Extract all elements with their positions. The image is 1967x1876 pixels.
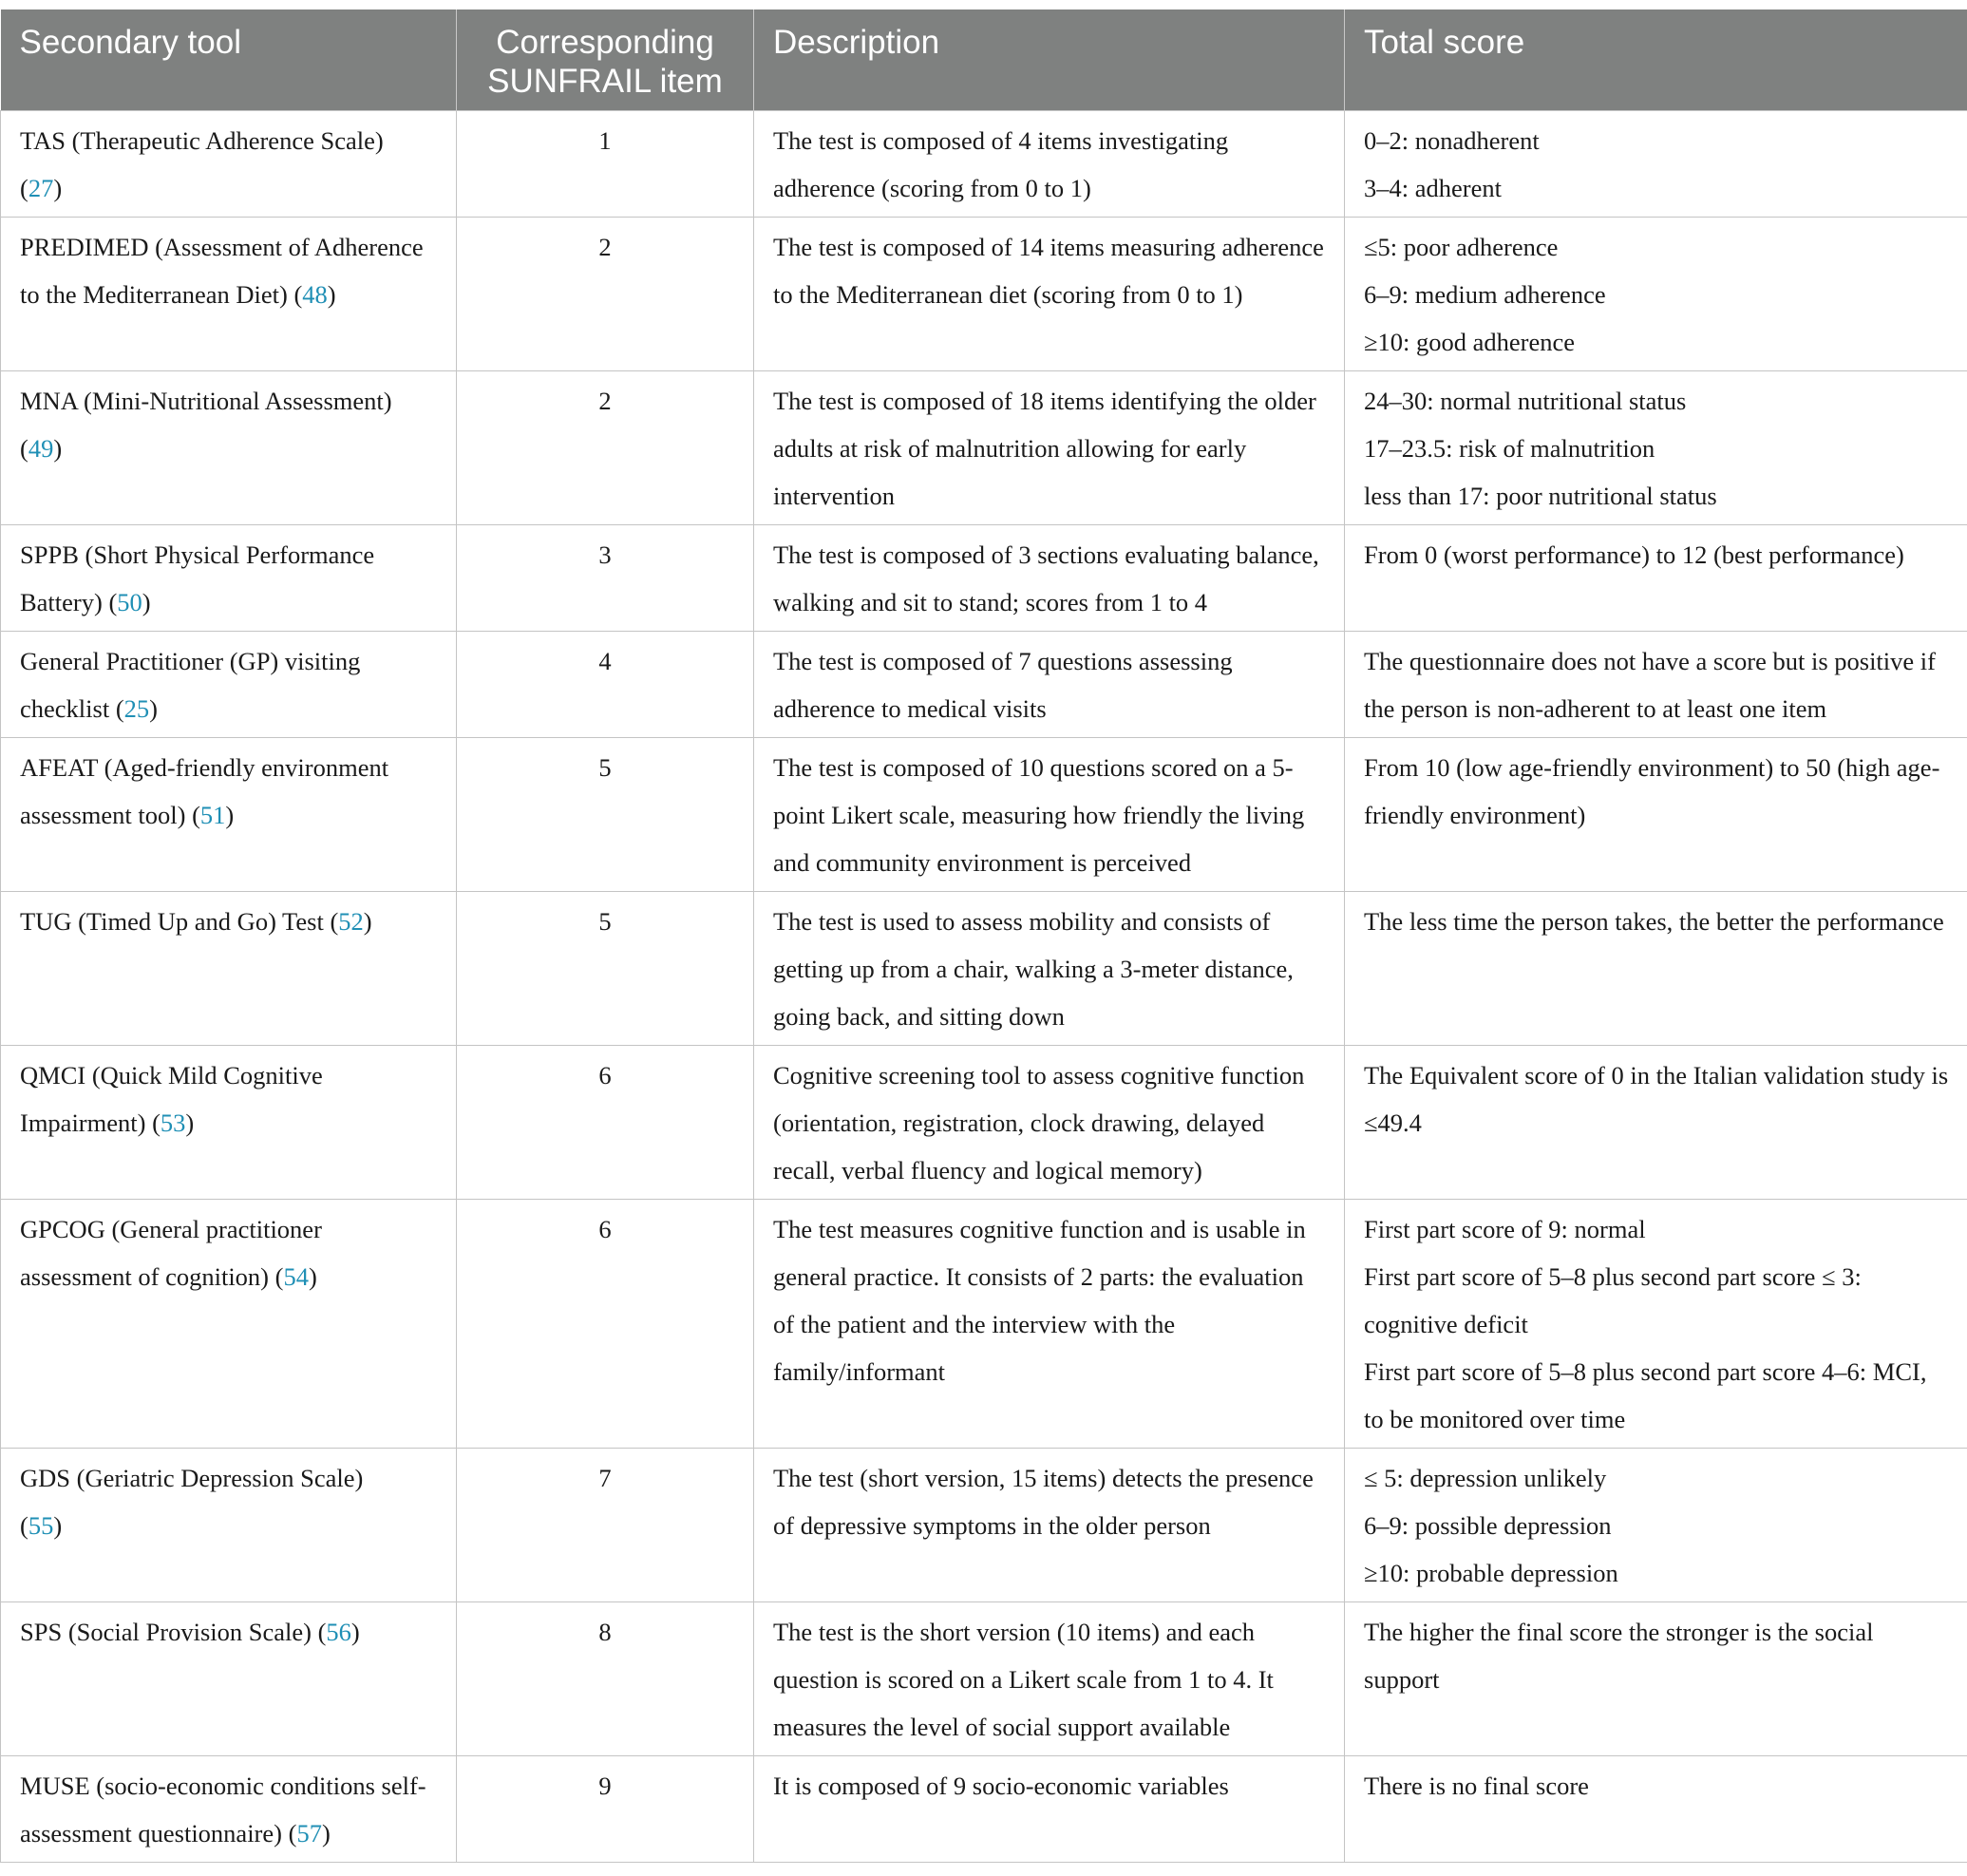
header-sunfrail-item: Corresponding SUNFRAIL item xyxy=(457,9,754,111)
table-row xyxy=(1,525,1967,632)
tool-cell: PREDIMED (Assessment of Adherence to the Mediterranean Diet) (48) xyxy=(1,218,457,371)
score-cell: First part score of 9: normal First part score of 5–8 plus second part score ≤ 3: cognitive deficit First part score of 5–8 plus second part score 4–6: MCI, to be monitored over time xyxy=(1345,1200,1967,1449)
tool-cell: MNA (Mini-Nutritional Assessment) (49) xyxy=(1,371,457,525)
citation-link[interactable]: 55 xyxy=(28,1511,54,1540)
tool-cell: GPCOG (General practitioner assessment of cognition) (54) xyxy=(1,1200,457,1449)
description-cell: The test is composed of 10 questions scored on a 5-point Likert scale, measuring how friendly the living and community environment is perceived xyxy=(754,738,1345,892)
secondary-tools-table xyxy=(0,9,1967,1863)
score-cell: The less time the person takes, the better the performance xyxy=(1345,892,1967,1046)
score-cell: There is no final score xyxy=(1345,1756,1967,1863)
citation-link[interactable]: 25 xyxy=(123,694,150,723)
tool-cell: AFEAT (Aged-friendly environment assessment tool) (51) xyxy=(1,738,457,892)
table-row xyxy=(1,738,1967,892)
description-cell: The test is used to assess mobility and consists of getting up from a chair, walking a 3-meter distance, going back, and sitting down xyxy=(754,892,1345,1046)
tool-cell: SPPB (Short Physical Performance Battery) (50) xyxy=(1,525,457,632)
item-cell: 6 xyxy=(457,1046,754,1200)
description-cell: The test is composed of 3 sections evaluating balance, walking and sit to stand; scores from 1 to 4 xyxy=(754,525,1345,632)
tool-cell: TUG (Timed Up and Go) Test (52) xyxy=(1,892,457,1046)
item-cell: 6 xyxy=(457,1200,754,1449)
tool-cell: SPS (Social Provision Scale) (56) xyxy=(1,1602,457,1756)
table-row xyxy=(1,632,1967,738)
table-row xyxy=(1,1449,1967,1602)
table-row xyxy=(1,1200,1967,1449)
description-cell: Cognitive screening tool to assess cognitive function (orientation, registration, clock drawing, delayed recall, verbal fluency and logical memory) xyxy=(754,1046,1345,1200)
table-row xyxy=(1,1756,1967,1863)
citation-link[interactable]: 27 xyxy=(28,174,54,202)
description-cell: The test is composed of 7 questions assessing adherence to medical visits xyxy=(754,632,1345,738)
score-cell: The questionnaire does not have a score but is positive if the person is non-adherent to at least one item xyxy=(1345,632,1967,738)
description-cell: It is composed of 9 socio-economic variables xyxy=(754,1756,1345,1863)
item-cell: 7 xyxy=(457,1449,754,1602)
header-secondary-tool: Secondary tool xyxy=(1,9,457,111)
table-row xyxy=(1,371,1967,525)
citation-link[interactable]: 48 xyxy=(302,280,328,309)
citation-link[interactable]: 53 xyxy=(160,1109,186,1137)
score-cell: The higher the final score the stronger is the social support xyxy=(1345,1602,1967,1756)
citation-link[interactable]: 51 xyxy=(199,801,226,829)
item-cell: 9 xyxy=(457,1756,754,1863)
tool-cell: TAS (Therapeutic Adherence Scale) (27) xyxy=(1,111,457,218)
score-cell: From 0 (worst performance) to 12 (best performance) xyxy=(1345,525,1967,632)
header-total-score: Total score xyxy=(1345,9,1967,111)
table-row xyxy=(1,1602,1967,1756)
description-cell: The test is the short version (10 items) and each question is scored on a Likert scale from 1 to 4. It measures the level of social support available xyxy=(754,1602,1345,1756)
citation-link[interactable]: 52 xyxy=(338,907,364,936)
description-cell: The test measures cognitive function and is usable in general practice. It consists of 2 parts: the evaluation of the patient and the interview with the family/informant xyxy=(754,1200,1345,1449)
score-cell: 24–30: normal nutritional status 17–23.5: risk of malnutrition less than 17: poor nutritional status xyxy=(1345,371,1967,525)
citation-link[interactable]: 54 xyxy=(283,1262,309,1291)
item-cell: 2 xyxy=(457,218,754,371)
citation-link[interactable]: 57 xyxy=(296,1819,322,1848)
tool-cell: MUSE (socio-economic conditions self-assessment questionnaire) (57) xyxy=(1,1756,457,1863)
tool-cell: QMCI (Quick Mild Cognitive Impairment) (53) xyxy=(1,1046,457,1200)
citation-link[interactable]: 50 xyxy=(117,588,142,616)
description-cell: The test (short version, 15 items) detects the presence of depressive symptoms in the older person xyxy=(754,1449,1345,1602)
item-cell: 4 xyxy=(457,632,754,738)
score-cell: ≤5: poor adherence 6–9: medium adherence ≥10: good adherence xyxy=(1345,218,1967,371)
item-cell: 2 xyxy=(457,371,754,525)
citation-link[interactable]: 49 xyxy=(28,434,54,463)
table-row xyxy=(1,218,1967,371)
table-row xyxy=(1,111,1967,218)
header-row xyxy=(1,9,1967,111)
tool-cell: GDS (Geriatric Depression Scale) (55) xyxy=(1,1449,457,1602)
table-row xyxy=(1,1046,1967,1200)
score-cell: 0–2: nonadherent 3–4: adherent xyxy=(1345,111,1967,218)
score-cell: From 10 (low age-friendly environment) to 50 (high age-friendly environment) xyxy=(1345,738,1967,892)
description-cell: The test is composed of 14 items measuring adherence to the Mediterranean diet (scoring from 0 to 1) xyxy=(754,218,1345,371)
description-cell: The test is composed of 4 items investigating adherence (scoring from 0 to 1) xyxy=(754,111,1345,218)
item-cell: 1 xyxy=(457,111,754,218)
item-cell: 5 xyxy=(457,738,754,892)
item-cell: 8 xyxy=(457,1602,754,1756)
score-cell: ≤ 5: depression unlikely 6–9: possible depression ≥10: probable depression xyxy=(1345,1449,1967,1602)
header-description: Description xyxy=(754,9,1345,111)
score-cell: The Equivalent score of 0 in the Italian validation study is ≤49.4 xyxy=(1345,1046,1967,1200)
table-row xyxy=(1,892,1967,1046)
item-cell: 3 xyxy=(457,525,754,632)
item-cell: 5 xyxy=(457,892,754,1046)
description-cell: The test is composed of 18 items identifying the older adults at risk of malnutrition allowing for early intervention xyxy=(754,371,1345,525)
tool-cell: General Practitioner (GP) visiting checklist (25) xyxy=(1,632,457,738)
citation-link[interactable]: 56 xyxy=(326,1618,351,1646)
